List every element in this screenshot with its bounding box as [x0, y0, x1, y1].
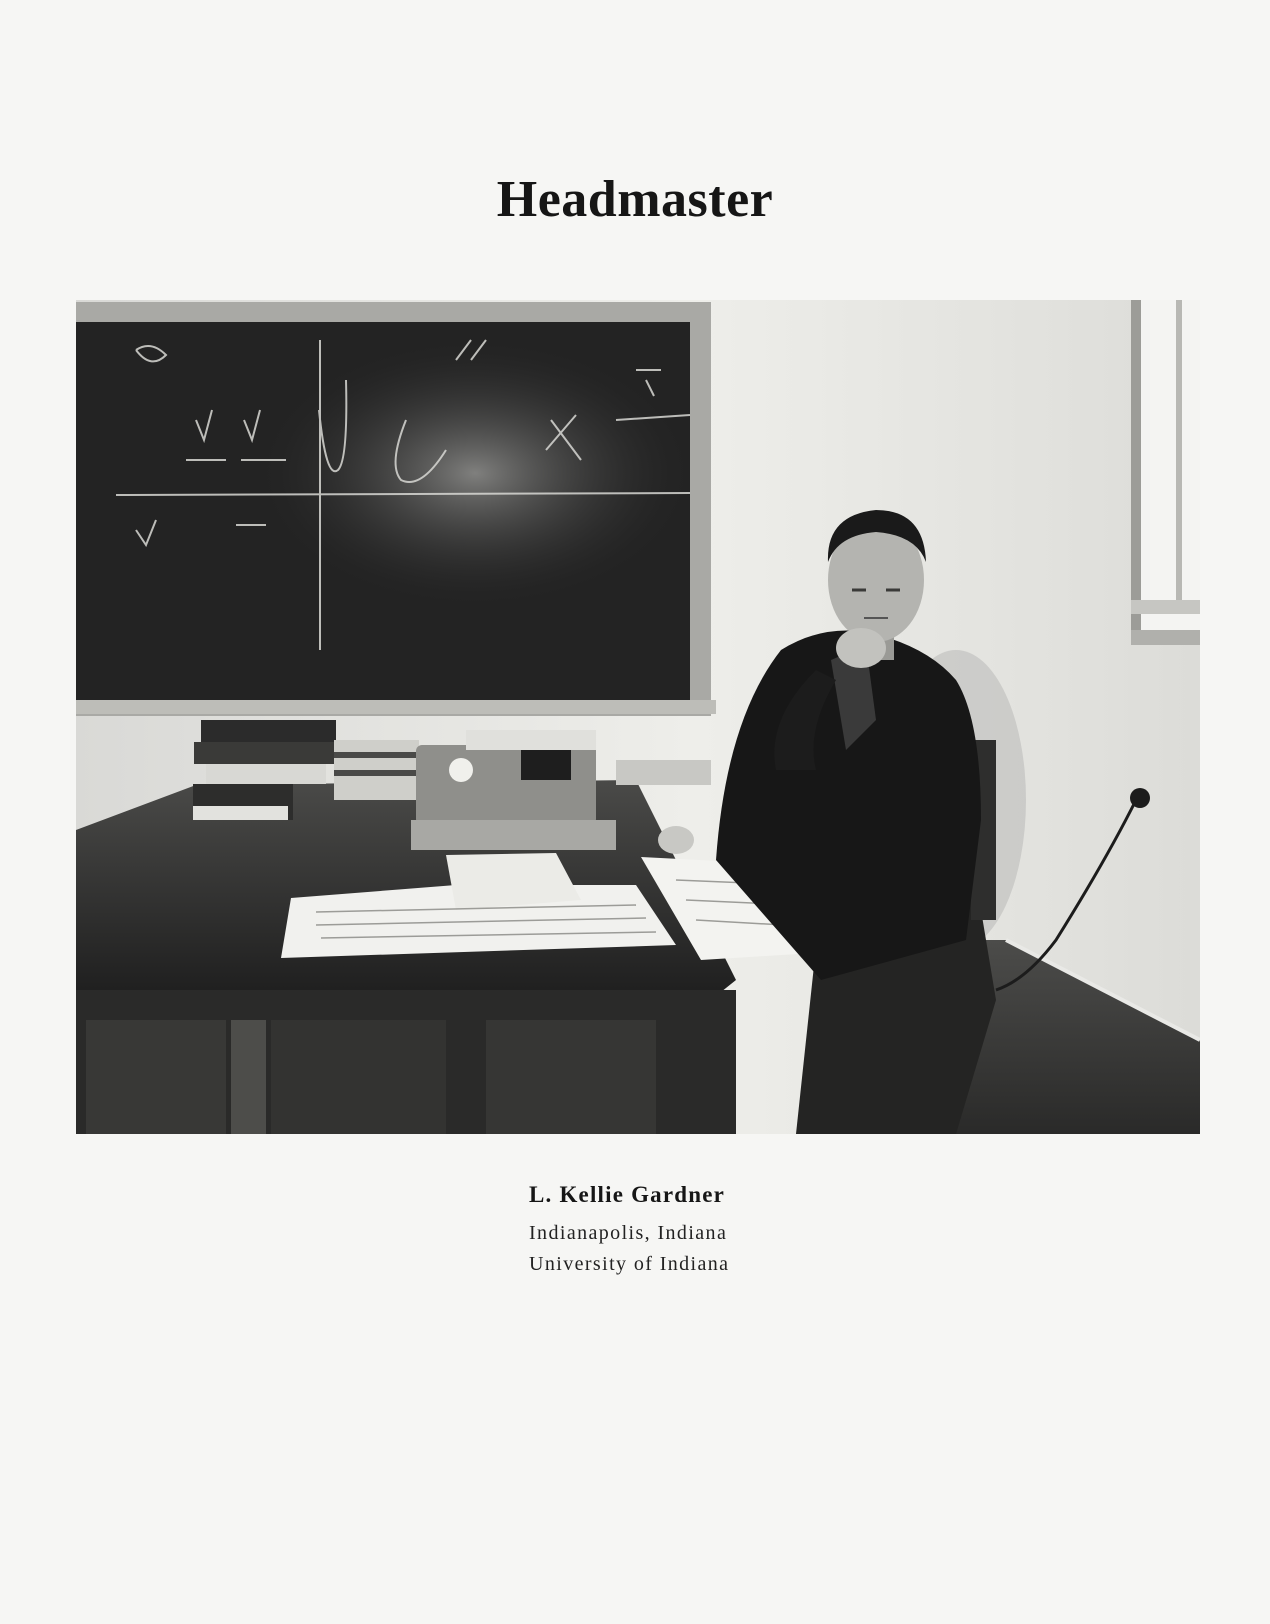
caption-block	[529, 1183, 829, 1280]
page-title: Headmaster	[496, 171, 774, 228]
school: University of Indiana	[529, 1253, 730, 1275]
headmaster-photo	[76, 300, 1200, 1134]
book-stack	[201, 720, 336, 742]
window	[1131, 300, 1200, 645]
hometown: Indianapolis, Indiana	[529, 1222, 728, 1244]
person-name: L. Kellie Gardner	[529, 1182, 726, 1207]
man-hand	[836, 628, 886, 668]
